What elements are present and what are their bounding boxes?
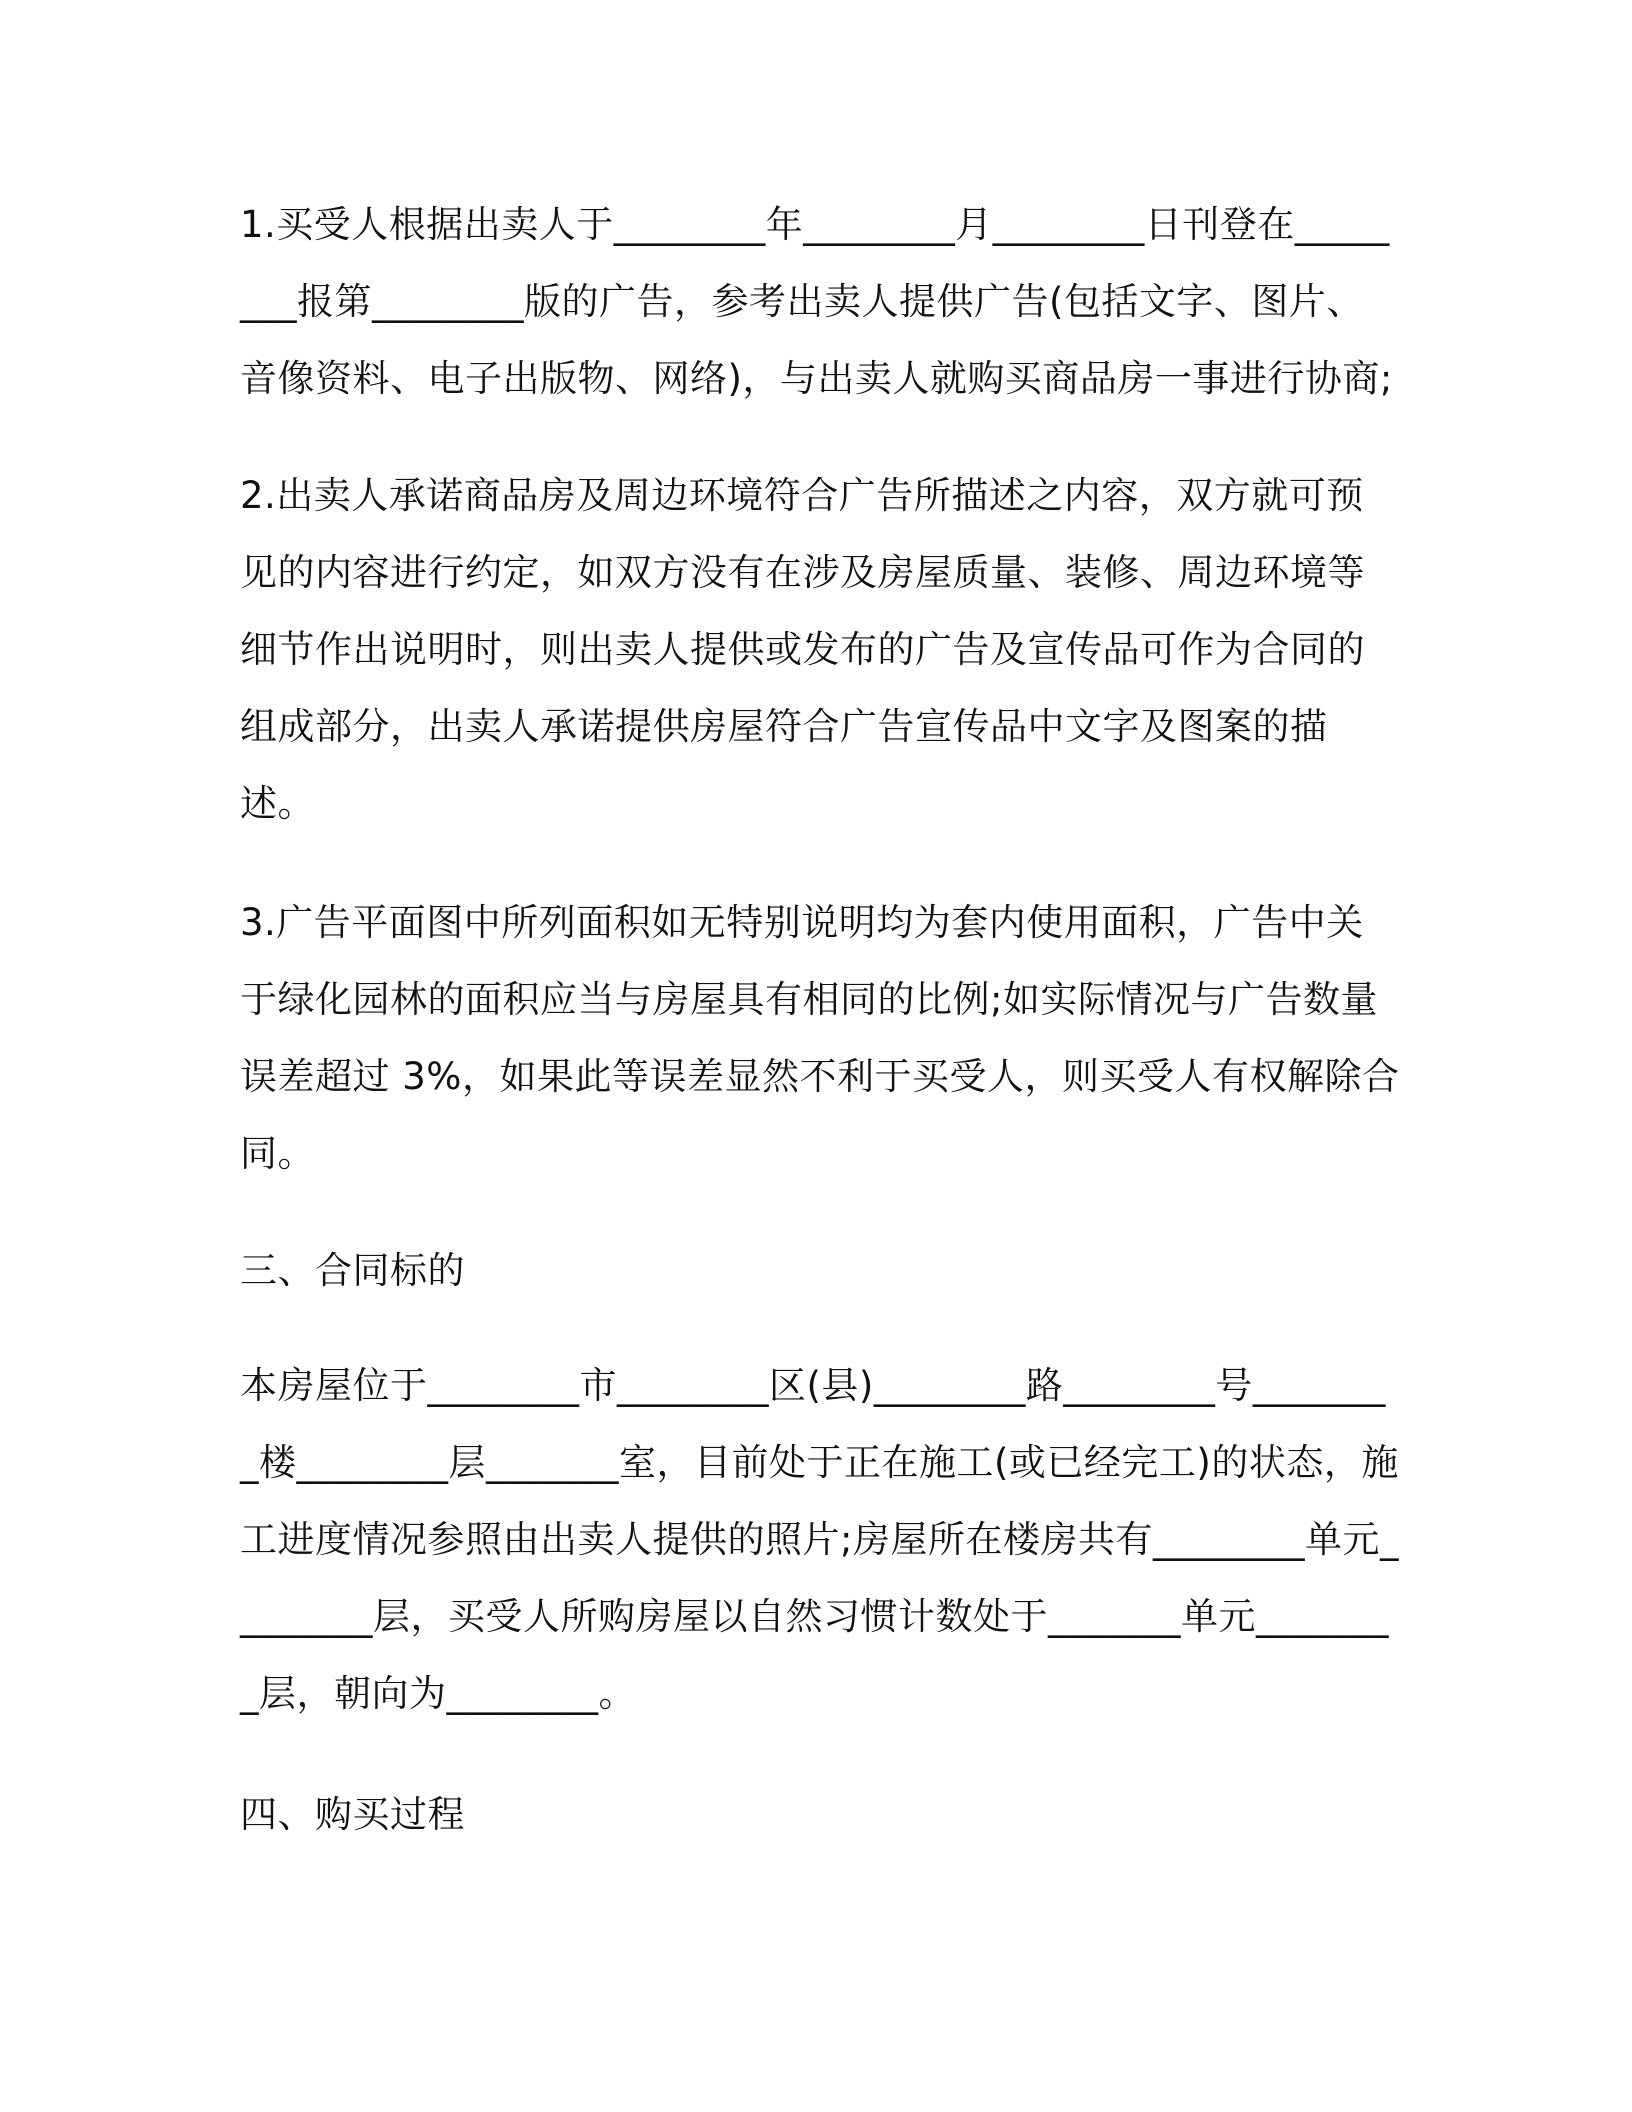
clause-2-paragraph: 2.出卖人承诺商品房及周边环境符合广告所描述之内容，双方就可预见的内容进行约定，如双方没有在涉及房屋质量、装修、周边环境等细节作出说明时，则出卖人提供或发布的广告及宣传品可作为合同的组成部分，出卖人承诺提供房屋符合广告宣传品中文字及图案的描述。 xyxy=(240,474,1365,825)
section-heading-purchase-process: 四、购买过程 xyxy=(240,1793,465,1836)
property-location-paragraph: 本房屋位于________市________区(县)________路________号________楼________层_______室，目前处于正在施工(或已经完工)的状态，施工进度情况参照由出卖人提供的照片;房屋所在楼房共有________单元________层，买受人所购房屋以自然习惯计数处于_______单元________层，朝向为________。 xyxy=(240,1364,1399,1715)
clause-1-paragraph: 1.买受人根据出卖人于________年________月________日刊登在________报第________版的广告，参考出卖人提供广告(包括文字、图片、音像资料、电子出版物、网络)，与出卖人就购买商品房一事进行协商; xyxy=(240,203,1393,400)
section-heading-contract-subject: 三、合同标的 xyxy=(240,1249,465,1292)
document-page xyxy=(240,186,1400,1853)
clause-3-paragraph: 3.广告平面图中所列面积如无特别说明均为套内使用面积，广告中关于绿化园林的面积应当与房屋具有相同的比例;如实际情况与广告数量误差超过 3%，如果此等误差显然不利于买受人，则买受人有权解除合同。 xyxy=(240,901,1400,1175)
